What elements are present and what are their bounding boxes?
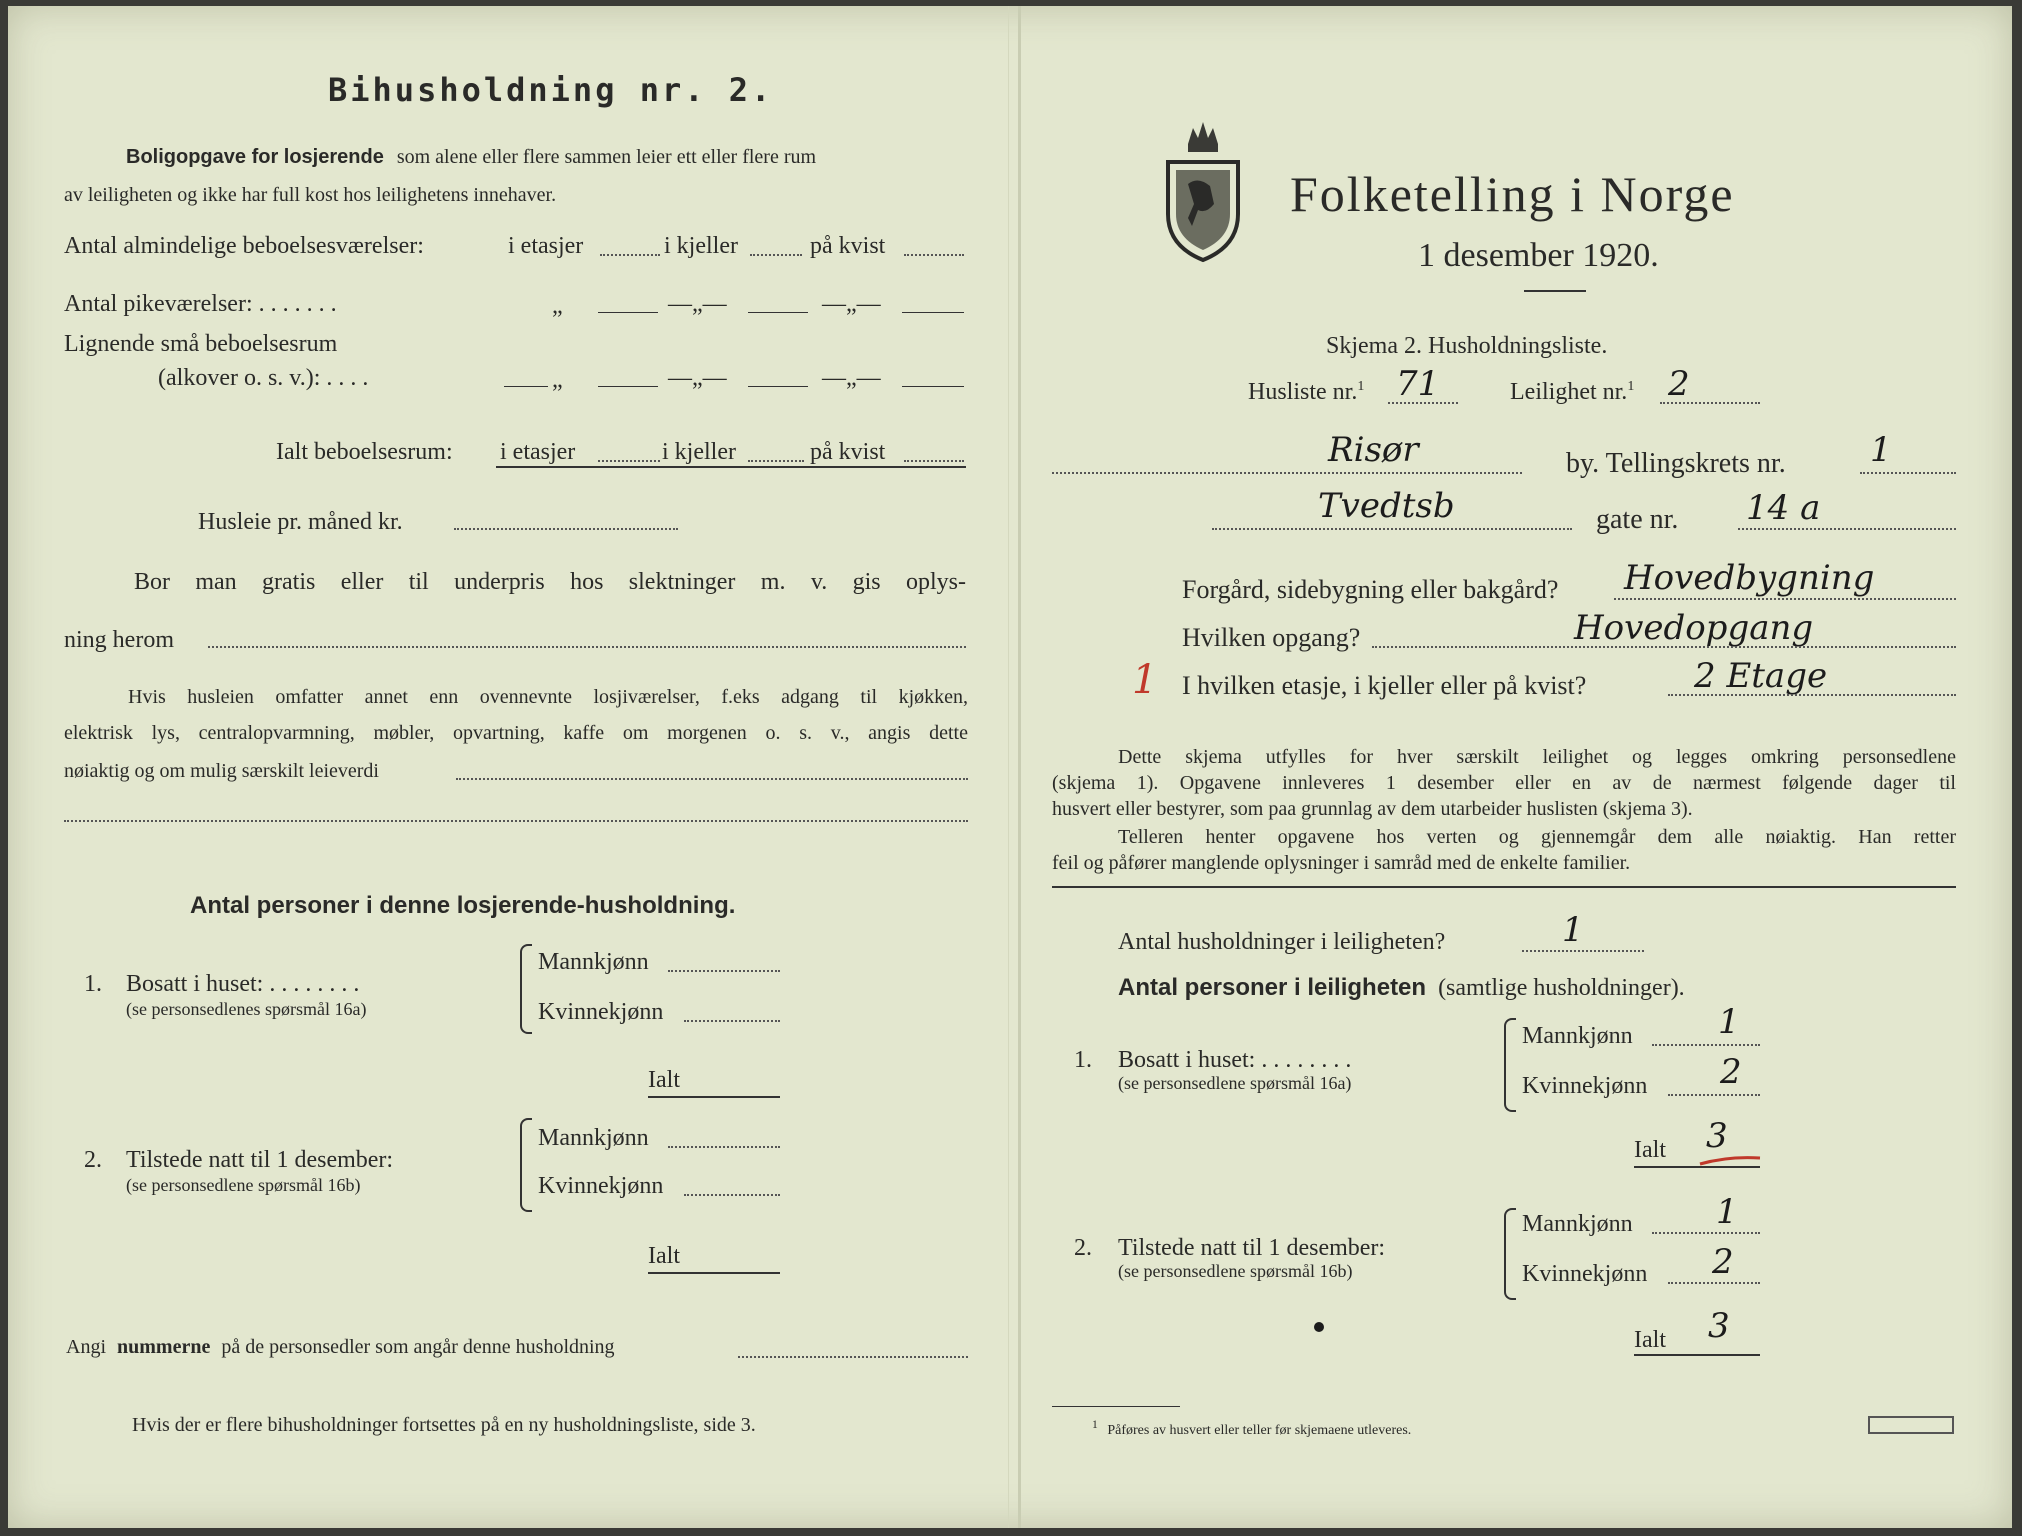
right-q1-ialt-label: Ialt bbox=[1634, 1137, 1666, 1163]
right-q2-ialt-value: 3 bbox=[1708, 1306, 1730, 1346]
etasje-value: 2 Etage bbox=[1694, 656, 1828, 696]
hvis-line-2: elektrisk lys, centralopvarmning, møbler, opvartning, kaffe om morgenen o. s. v., angis dette bbox=[64, 722, 968, 744]
ialt-rooms-kvist-field[interactable] bbox=[904, 460, 964, 462]
right-q1-mann-label: Mannkjønn bbox=[1522, 1023, 1633, 1049]
left-footer: Hvis der er flere bihusholdninger fortsettes på en ny husholdningsliste, side 3. bbox=[132, 1414, 756, 1436]
left-q1-mann-label: Mannkjønn bbox=[538, 949, 649, 975]
pike-field-3[interactable] bbox=[902, 312, 964, 313]
pike-label: Antal pikeværelser: . . . . . . . bbox=[64, 291, 337, 317]
left-q1-kvinne-label: Kvinnekjønn bbox=[538, 999, 664, 1025]
lignende-ditto-2: —„— bbox=[668, 365, 727, 391]
coat-of-arms-icon bbox=[1158, 114, 1248, 264]
hvis-line-3: nøiaktig og om mulig særskilt leieverdi bbox=[64, 760, 379, 782]
rooms-etasjer-field[interactable] bbox=[600, 254, 660, 256]
right-q2-label: Tilstede natt til 1 desember: bbox=[1118, 1235, 1386, 1261]
husleie-field[interactable] bbox=[454, 528, 678, 530]
left-q1-ialt-field[interactable] bbox=[648, 1096, 780, 1098]
lignende-ditto-3: —„— bbox=[822, 365, 881, 391]
right-persons-bold: Antal personer i leiligheten bbox=[1118, 974, 1427, 1001]
city-value: Risør bbox=[1328, 430, 1419, 470]
forgaard-value: Hovedbygning bbox=[1624, 558, 1875, 598]
angi-line bbox=[66, 1334, 615, 1360]
left-q2-ialt-label: Ialt bbox=[648, 1243, 680, 1269]
rooms-etasjer: i etasjer bbox=[508, 233, 584, 259]
ialt-rooms-etasjer: i etasjer bbox=[500, 439, 576, 465]
lignende-line-1: Lignende små beboelsesrum bbox=[64, 331, 338, 357]
angi-bold: nummerne bbox=[117, 1336, 211, 1358]
right-q2-brace bbox=[1504, 1208, 1516, 1300]
ialt-rooms-kjeller: i kjeller bbox=[662, 439, 736, 465]
lignende-field-1[interactable] bbox=[598, 386, 658, 387]
hvis-field-1[interactable] bbox=[456, 778, 968, 780]
left-q2-label: Tilstede natt til 1 desember: bbox=[126, 1147, 394, 1173]
angi-prefix: Angi bbox=[66, 1336, 106, 1358]
census-sheet bbox=[8, 6, 2012, 1528]
pike-ditto-1: „ bbox=[552, 293, 563, 319]
right-q1-mann-field[interactable] bbox=[1652, 1044, 1760, 1046]
bor-line-1: Bor man gratis eller til underpris hos slektninger m. v. gis oplys- bbox=[134, 569, 966, 595]
rooms-label: Antal almindelige beboelsesværelser: bbox=[64, 233, 424, 259]
right-q2-ialt-field[interactable] bbox=[1634, 1354, 1760, 1356]
opgang-value: Hovedopgang bbox=[1574, 608, 1814, 648]
info-line-2: (skjema 1). Opgavene innleveres 1 desember eller en av de nærmest følgende dager til bbox=[1052, 772, 1956, 794]
right-q2-mann-field[interactable] bbox=[1652, 1232, 1760, 1234]
opgang-label: Hvilken opgang? bbox=[1182, 623, 1361, 652]
gate-label: gate nr. bbox=[1596, 504, 1679, 535]
right-persons-rest: (samtlige husholdninger). bbox=[1438, 975, 1685, 1001]
ialt-rooms-rule bbox=[496, 466, 966, 468]
pike-ditto-3: —„— bbox=[822, 291, 881, 317]
intro-bold: Boligopgave for losjerende bbox=[126, 146, 384, 168]
angi-field[interactable] bbox=[738, 1356, 968, 1358]
ialt-rooms-label: Ialt beboelsesrum: bbox=[276, 439, 453, 465]
gate-field[interactable] bbox=[1738, 528, 1956, 530]
left-q2-mann-field[interactable] bbox=[668, 1146, 780, 1148]
right-q1-kvinne-value: 2 bbox=[1720, 1052, 1742, 1092]
husholdninger-field[interactable] bbox=[1522, 950, 1644, 952]
hvis-line-1: Hvis husleien omfatter annet enn ovennevnte losjiværelser, f.eks adgang til kjøkken, bbox=[128, 686, 968, 708]
husliste-field[interactable] bbox=[1388, 402, 1458, 404]
right-q1-label: Bosatt i huset: . . . . . . . . bbox=[1118, 1047, 1352, 1073]
page-fold bbox=[1018, 6, 1021, 1528]
info-line-5: feil og påfører manglende oplysninger i samråd med de enkelte familier. bbox=[1052, 852, 1631, 874]
left-q2-kvinne-label: Kvinnekjønn bbox=[538, 1173, 664, 1199]
hvis-field-2[interactable] bbox=[64, 820, 968, 822]
etasje-label: I hvilken etasje, i kjeller eller på kvist? bbox=[1182, 671, 1587, 700]
ink-dot bbox=[1314, 1322, 1324, 1332]
left-heading: Bihusholdning nr. 2. bbox=[328, 71, 774, 109]
lignende-field-0[interactable] bbox=[504, 386, 548, 387]
right-persons-heading bbox=[1118, 974, 1685, 1002]
page-fold-shadow bbox=[1008, 6, 1009, 1528]
info-line-3: husvert eller bestyrer, som paa grunnlag av dem utarbeider huslisten (skjema 3). bbox=[1052, 798, 1693, 820]
rooms-kjeller-field[interactable] bbox=[750, 254, 802, 256]
left-q2-number: 2. bbox=[84, 1147, 102, 1173]
pike-field-2[interactable] bbox=[748, 312, 808, 313]
info-line-1: Dette skjema utfylles for hver særskilt leilighet og legges omkring personsedlene bbox=[1118, 746, 1956, 768]
right-q2-sub: (se personsedlene spørsmål 16b) bbox=[1118, 1261, 1353, 1281]
by-tellingskrets-label: by. Tellingskrets nr. bbox=[1566, 448, 1786, 479]
right-q1-ialt-value: 3 bbox=[1706, 1116, 1728, 1156]
left-persons-heading: Antal personer i denne losjerende-husholdning. bbox=[190, 892, 736, 919]
left-q2-kvinne-field[interactable] bbox=[684, 1194, 780, 1196]
husholdninger-label: Antal husholdninger i leiligheten? bbox=[1118, 929, 1446, 955]
right-q2-kvinne-value: 2 bbox=[1712, 1242, 1734, 1282]
forgaard-label: Forgård, sidebygning eller bakgård? bbox=[1182, 575, 1559, 604]
left-q1-brace bbox=[520, 944, 532, 1034]
street-value: Tvedtsb bbox=[1318, 486, 1455, 526]
right-q2-kvinne-field[interactable] bbox=[1668, 1282, 1760, 1284]
left-q1-number: 1. bbox=[84, 971, 102, 997]
tellingskrets-value: 1 bbox=[1870, 430, 1892, 470]
left-q1-ialt-label: Ialt bbox=[648, 1067, 680, 1093]
right-q1-kvinne-label: Kvinnekjønn bbox=[1522, 1073, 1648, 1099]
rooms-kjeller: i kjeller bbox=[664, 233, 738, 259]
intro-rest: som alene eller flere sammen leier ett eller flere rum bbox=[396, 146, 817, 168]
left-q2-sub: (se personsedlene spørsmål 16b) bbox=[126, 1175, 361, 1195]
right-q1-mann-value: 1 bbox=[1718, 1002, 1740, 1042]
schema-label: Skjema 2. Husholdningsliste. bbox=[1326, 333, 1608, 359]
right-q1-kvinne-field[interactable] bbox=[1668, 1094, 1760, 1096]
tellingskrets-field[interactable] bbox=[1860, 472, 1956, 474]
gate-value: 14 a bbox=[1746, 488, 1821, 528]
leilighet-value: 2 bbox=[1668, 364, 1690, 404]
left-q2-ialt-field[interactable] bbox=[648, 1272, 780, 1274]
street-field[interactable] bbox=[1212, 528, 1572, 530]
husholdninger-value: 1 bbox=[1562, 910, 1584, 950]
right-q2-number: 2. bbox=[1074, 1235, 1092, 1261]
intro-line-1 bbox=[126, 144, 816, 170]
bor-field[interactable] bbox=[208, 646, 966, 648]
left-q1-sub: (se personsedlenes spørsmål 16a) bbox=[126, 999, 367, 1019]
pike-ditto-2: —„— bbox=[668, 291, 727, 317]
lignende-line-2: (alkover o. s. v.): . . . . bbox=[158, 365, 369, 391]
pike-field-1[interactable] bbox=[598, 312, 658, 313]
right-q1-sub: (se personsedlene spørsmål 16a) bbox=[1118, 1073, 1352, 1093]
right-q1-ialt-field[interactable] bbox=[1634, 1166, 1760, 1168]
opgang-field[interactable] bbox=[1372, 646, 1956, 648]
info-line-4: Telleren henter opgavene hos verten og gjennemgår dem alle nøiaktig. Han retter bbox=[1118, 826, 1956, 848]
rooms-kvist-field[interactable] bbox=[904, 254, 964, 256]
right-q2-kvinne-label: Kvinnekjønn bbox=[1522, 1261, 1648, 1287]
leilighet-field[interactable] bbox=[1660, 402, 1760, 404]
leilighet-text: Leilighet nr. bbox=[1510, 379, 1628, 405]
forgaard-field[interactable] bbox=[1614, 598, 1956, 600]
right-q2-mann-label: Mannkjønn bbox=[1522, 1211, 1633, 1237]
angi-rest: på de personsedler som angår denne husholdning bbox=[221, 1336, 615, 1358]
city-field[interactable] bbox=[1052, 472, 1522, 474]
right-q2-mann-value: 1 bbox=[1716, 1192, 1738, 1232]
info-rule bbox=[1052, 886, 1956, 888]
etasje-field[interactable] bbox=[1668, 694, 1956, 696]
form-date: 1 desember 1920. bbox=[1418, 237, 1659, 274]
lignende-ditto-1: „ bbox=[552, 367, 563, 393]
ialt-rooms-etasjer-field[interactable] bbox=[598, 460, 660, 462]
leilighet-label bbox=[1510, 378, 1634, 406]
husliste-text: Husliste nr. bbox=[1248, 379, 1358, 405]
footnote-text: Påføres av husvert eller teller før skjemaene utleveres. bbox=[1107, 1422, 1412, 1438]
right-q2-ialt-label: Ialt bbox=[1634, 1327, 1666, 1353]
red-pencil-mark: 1 bbox=[1132, 657, 1158, 703]
ialt-rooms-kvist: på kvist bbox=[810, 439, 886, 465]
lignende-field-2[interactable] bbox=[748, 386, 808, 387]
leilighet-sup: 1 bbox=[1627, 379, 1635, 394]
left-q1-label: Bosatt i huset: . . . . . . . . bbox=[126, 971, 360, 997]
footnote bbox=[1092, 1416, 1411, 1440]
left-q2-mann-label: Mannkjønn bbox=[538, 1125, 649, 1151]
left-q2-brace bbox=[520, 1118, 532, 1212]
lignende-field-3[interactable] bbox=[902, 386, 964, 387]
bor-line-2: ning herom bbox=[64, 627, 174, 653]
intro-line-2: av leiligheten og ikke har full kost hos leilighetens innehaver. bbox=[64, 184, 557, 206]
left-q1-mann-field[interactable] bbox=[668, 970, 780, 972]
husliste-sup: 1 bbox=[1357, 379, 1365, 394]
right-q1-brace bbox=[1504, 1018, 1516, 1112]
form-title: Folketelling i Norge bbox=[1290, 166, 1735, 222]
title-rule bbox=[1524, 290, 1586, 292]
footnote-number: 1 bbox=[1092, 1418, 1098, 1431]
husliste-label bbox=[1248, 378, 1364, 406]
footnote-rule bbox=[1052, 1406, 1180, 1407]
ialt-rooms-kjeller-field[interactable] bbox=[748, 460, 804, 462]
left-q1-kvinne-field[interactable] bbox=[684, 1020, 780, 1022]
husliste-value: 71 bbox=[1396, 364, 1440, 404]
right-q1-number: 1. bbox=[1074, 1047, 1092, 1073]
rooms-kvist: på kvist bbox=[810, 233, 886, 259]
printer-stamp bbox=[1868, 1416, 1954, 1434]
husleie-label: Husleie pr. måned kr. bbox=[198, 509, 403, 535]
